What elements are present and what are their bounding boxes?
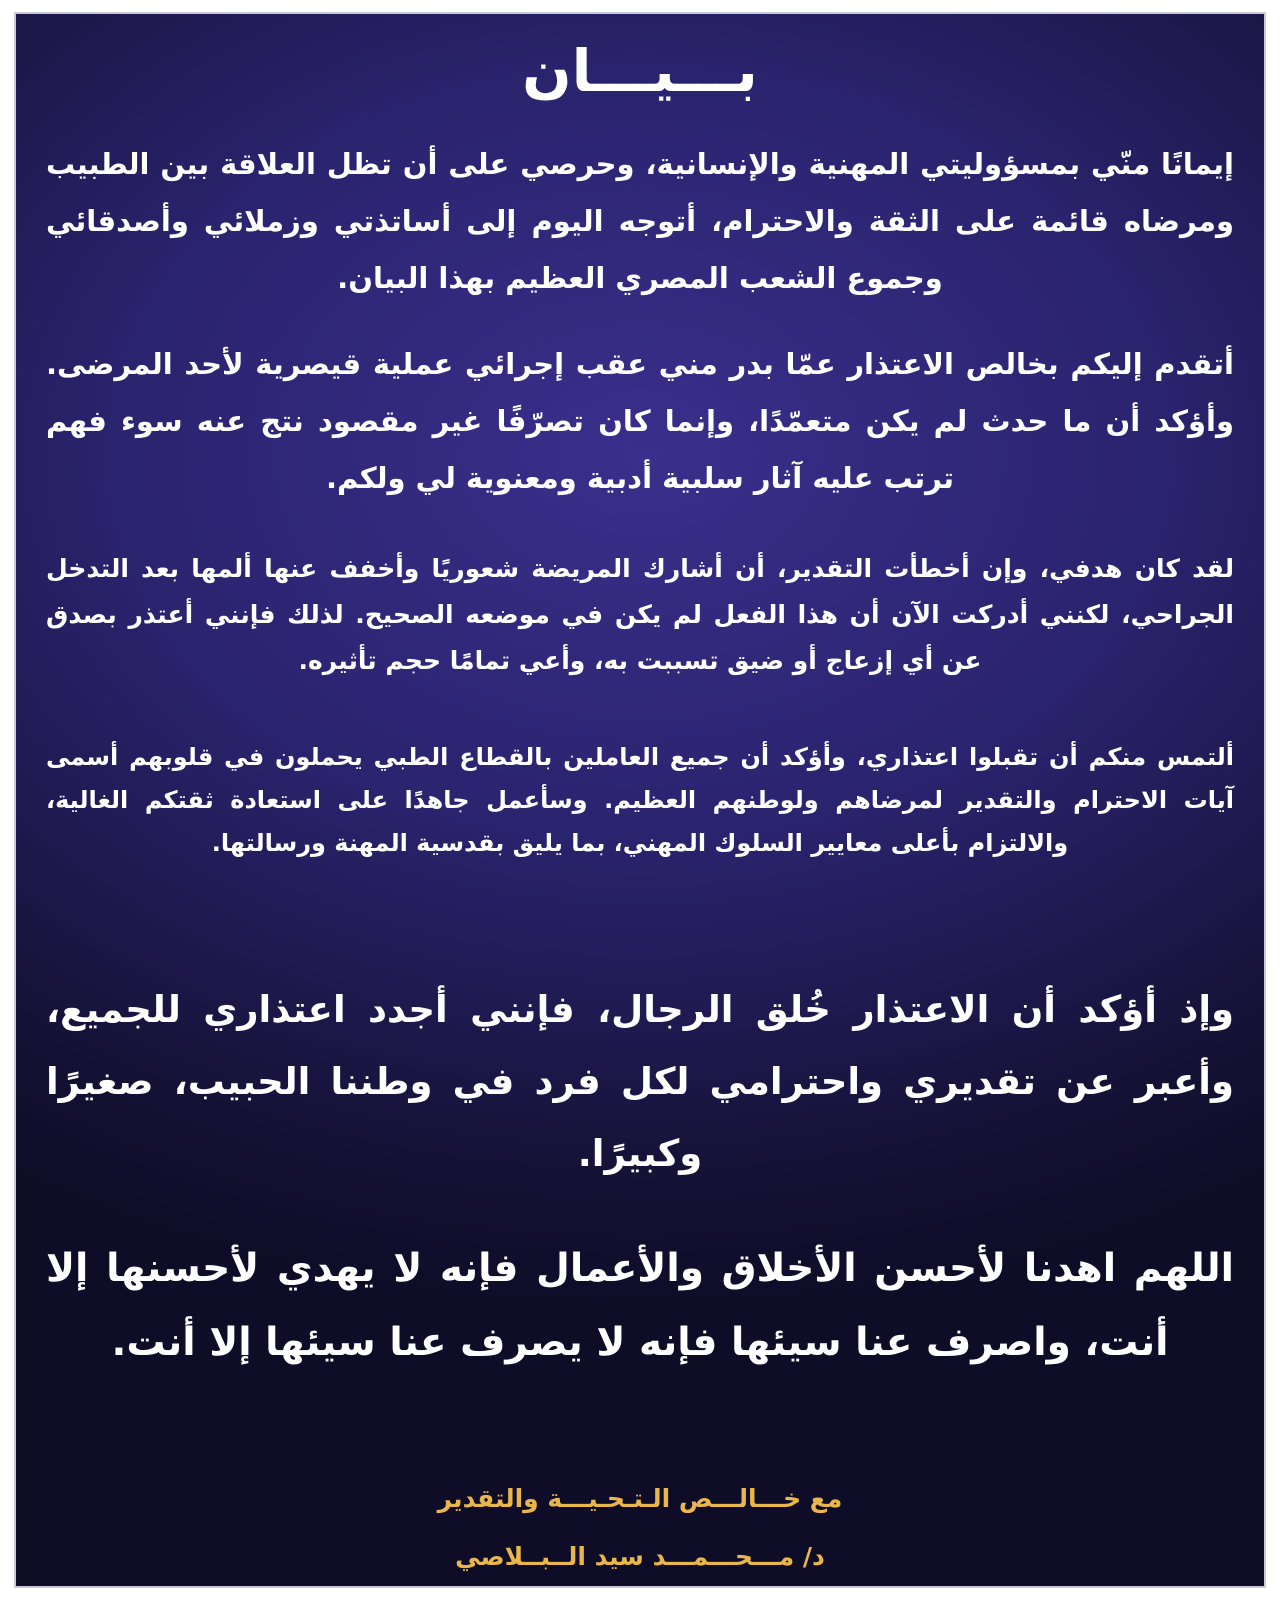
paragraph-intent: لقد كان هدفي، وإن أخطأت التقدير، أن أشارك المريضة شعوريًا وأخفف عنها ألمها بعد التدخل الجراحي، لكنني أدركت الآن أن هذا الفعل لم يكن في موضعه الصحيح. لذلك فإنني أعتذر بصدق عن أي إزعاج أو ضيق تسببت به، وأعي تمامًا حجم تأثيره. <box>46 554 1234 675</box>
statement-card <box>14 12 1266 1588</box>
paragraph-prayer: اللهم اهدنا لأحسن الأخلاق والأعمال فإنه لا يهدي لأحسنها إلا أنت، واصرف عنا سيئها فإنه لا يصرف عنا سيئها إلا أنت. <box>46 1246 1234 1365</box>
closing-greeting: مع خـــالـــص الـتـحـيـــة والتقدير <box>437 1484 843 1513</box>
paragraph-intro: إيمانًا منّي بمسؤوليتي المهنية والإنسانية، وحرصي على أن تظل العلاقة بين الطبيب ومرضاه قائمة على الثقة والاحترام، أتوجه اليوم إلى أساتذتي وزملائي وأصدقائي وجموع الشعب المصري العظيم بهذا البيان. <box>46 147 1234 295</box>
paragraph-request: ألتمس منكم أن تقبلوا اعتذاري، وأؤكد أن جميع العاملين بالقطاع الطبي يحملون في قلوبهم أسمى آيات الاحترام والتقدير لمرضاهم ولوطنهم العظيم. وسأعمل جاهدًا على استعادة ثقتكم الغالية، والالتزام بأعلى معايير السلوك المهني، بما يليق بقدسية المهنة ورسالتها. <box>46 743 1234 857</box>
paragraph-apology: أتقدم إليكم بخالص الاعتذار عمّا بدر مني عقب إجرائي عملية قيصرية لأحد المرضى. وأؤكد أن ما حدث لم يكن متعمّدًا، وإنما كان تصرّفًا غير مقصود نتج عنه سوء فهم ترتب عليه آثار سلبية أدبية ومعنوية لي ولكم. <box>46 347 1234 495</box>
statement-title: بـــيـــان <box>522 37 758 105</box>
statement-content <box>46 14 1234 1586</box>
signature-name: د/ مـــحـــمـــد سيد الــبــلاصي <box>455 1542 825 1571</box>
paragraph-renewal: وإذ أؤكد أن الاعتذار خُلق الرجال، فإنني أجدد اعتذاري للجميع، وأعبر عن تقديري واحترامي لكل فرد في وطننا الحبيب، صغيرًا وكبيرًا. <box>46 988 1234 1175</box>
